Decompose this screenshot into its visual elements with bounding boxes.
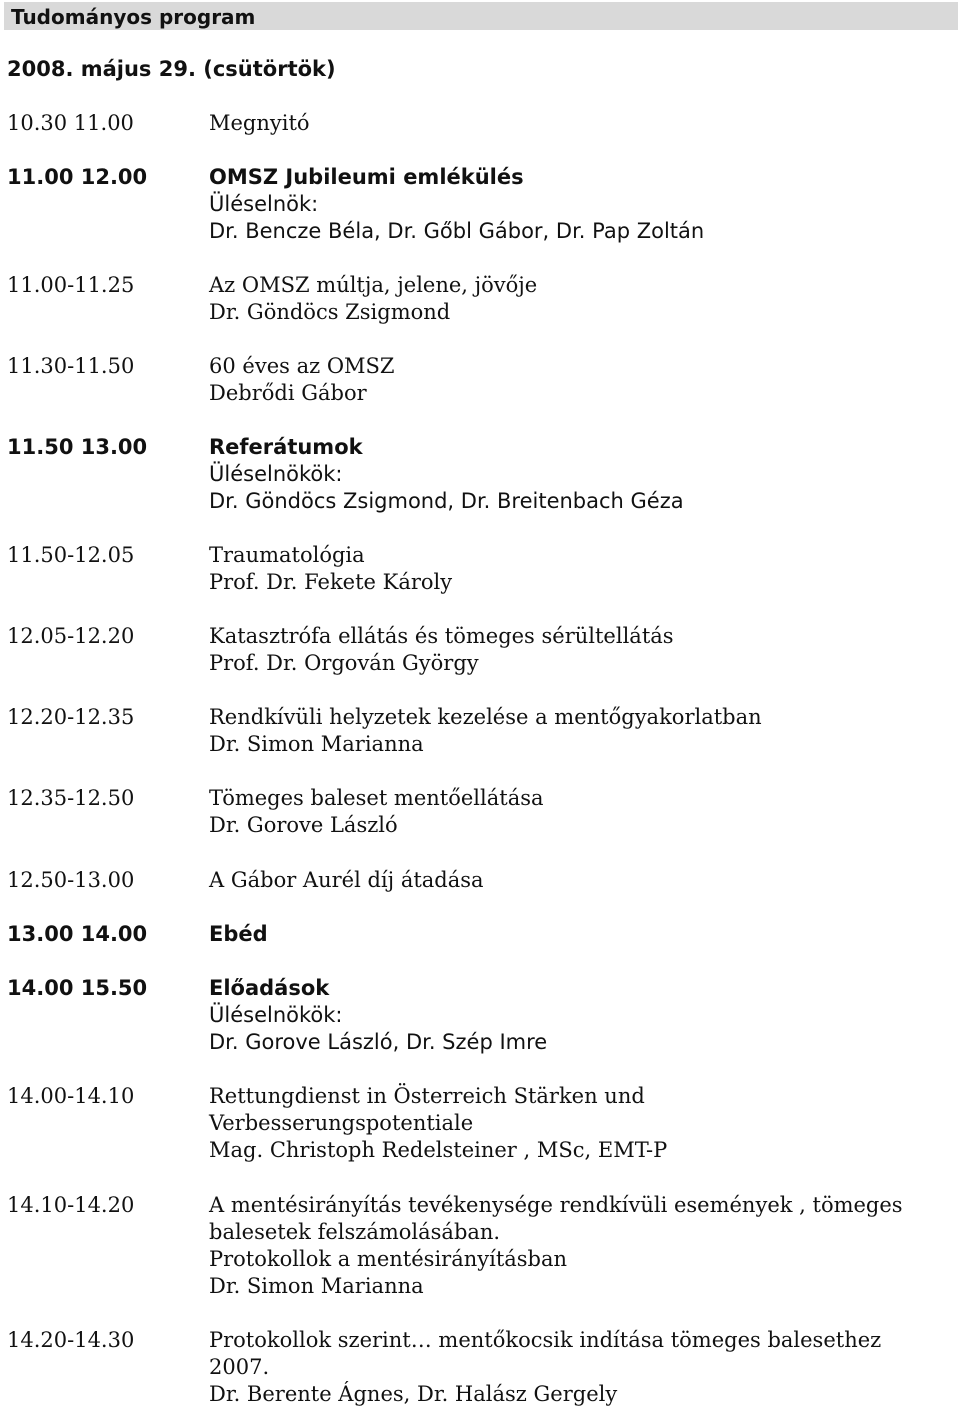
entry-title: Protokollok szerint… mentőkocsik indítása tömeges balesethez bbox=[209, 1328, 882, 1352]
entry-title: OMSZ Jubileumi emlékülés bbox=[209, 165, 524, 189]
entry-time: 11.00-11.25 bbox=[7, 273, 135, 297]
entry-time: 11.00 12.00 bbox=[7, 165, 148, 189]
chairs-label: Üléselnök: bbox=[209, 192, 319, 216]
entry-speaker: Dr. Göndöcs Zsigmond bbox=[209, 300, 451, 324]
entry-speaker: Dr. Berente Ágnes, Dr. Halász Gergely bbox=[209, 1382, 618, 1406]
entry-title: Ebéd bbox=[209, 922, 268, 946]
entry-time: 11.30-11.50 bbox=[7, 354, 135, 378]
entry-time: 10.30 11.00 bbox=[7, 111, 134, 135]
entry-time: 12.05-12.20 bbox=[7, 624, 135, 648]
entry-title: Előadások bbox=[209, 976, 330, 1000]
chairs-names: Dr. Gorove László, Dr. Szép Imre bbox=[209, 1030, 548, 1054]
entry-title: Rettungdienst in Österreich Stärken und bbox=[209, 1084, 645, 1108]
chairs-names: Dr. Göndöcs Zsigmond, Dr. Breitenbach Géza bbox=[209, 489, 684, 513]
entry-subtitle: Protokollok a mentésirányításban bbox=[209, 1247, 568, 1271]
entry-title-continued: 2007. bbox=[209, 1355, 270, 1379]
entry-title: A Gábor Aurél díj átadása bbox=[209, 868, 484, 892]
entry-speaker: Prof. Dr. Fekete Károly bbox=[209, 570, 453, 594]
entry-time: 13.00 14.00 bbox=[7, 922, 148, 946]
chairs-names: Dr. Bencze Béla, Dr. Gőbl Gábor, Dr. Pap Zoltán bbox=[209, 219, 705, 243]
entry-speaker: Dr. Simon Marianna bbox=[209, 732, 424, 756]
entry-title: Traumatológia bbox=[209, 543, 365, 567]
entry-title: Referátumok bbox=[209, 435, 363, 459]
entry-title: Az OMSZ múltja, jelene, jövője bbox=[209, 273, 538, 297]
entry-time: 12.50-13.00 bbox=[7, 868, 135, 892]
entry-time: 14.10-14.20 bbox=[7, 1193, 135, 1217]
entry-title: Katasztrófa ellátás és tömeges sérültellátás bbox=[209, 624, 674, 648]
entry-time: 11.50-12.05 bbox=[7, 543, 135, 567]
entry-time: 12.20-12.35 bbox=[7, 705, 135, 729]
entry-time: 14.20-14.30 bbox=[7, 1328, 135, 1352]
header-bar bbox=[4, 2, 958, 30]
entry-time: 14.00 15.50 bbox=[7, 976, 148, 1000]
page-title: Tudományos program bbox=[11, 5, 256, 29]
chairs-label: Üléselnökök: bbox=[209, 1003, 343, 1027]
entry-time: 11.50 13.00 bbox=[7, 435, 148, 459]
entry-title: Megnyitó bbox=[209, 111, 310, 135]
entry-speaker: Dr. Gorove László bbox=[209, 813, 398, 837]
entry-title-continued: Verbesserungspotentiale bbox=[209, 1111, 474, 1135]
entry-title-continued: balesetek felszámolásában. bbox=[209, 1220, 501, 1244]
entry-speaker: Dr. Simon Marianna bbox=[209, 1274, 424, 1298]
entry-title: Rendkívüli helyzetek kezelése a mentőgyakorlatban bbox=[209, 705, 762, 729]
program-date: 2008. május 29. (csütörtök) bbox=[7, 57, 336, 81]
chairs-label: Üléselnökök: bbox=[209, 462, 343, 486]
entry-speaker: Mag. Christoph Redelsteiner , MSc, EMT-P bbox=[209, 1138, 668, 1162]
entry-time: 14.00-14.10 bbox=[7, 1084, 135, 1108]
entry-time: 12.35-12.50 bbox=[7, 786, 135, 810]
entry-title: Tömeges baleset mentőellátása bbox=[209, 786, 544, 810]
entry-speaker: Debrődi Gábor bbox=[209, 381, 367, 405]
entry-title: A mentésirányítás tevékenysége rendkívüli események , tömeges bbox=[209, 1193, 903, 1217]
entry-speaker: Prof. Dr. Orgován György bbox=[209, 651, 479, 675]
entry-title: 60 éves az OMSZ bbox=[209, 354, 395, 378]
